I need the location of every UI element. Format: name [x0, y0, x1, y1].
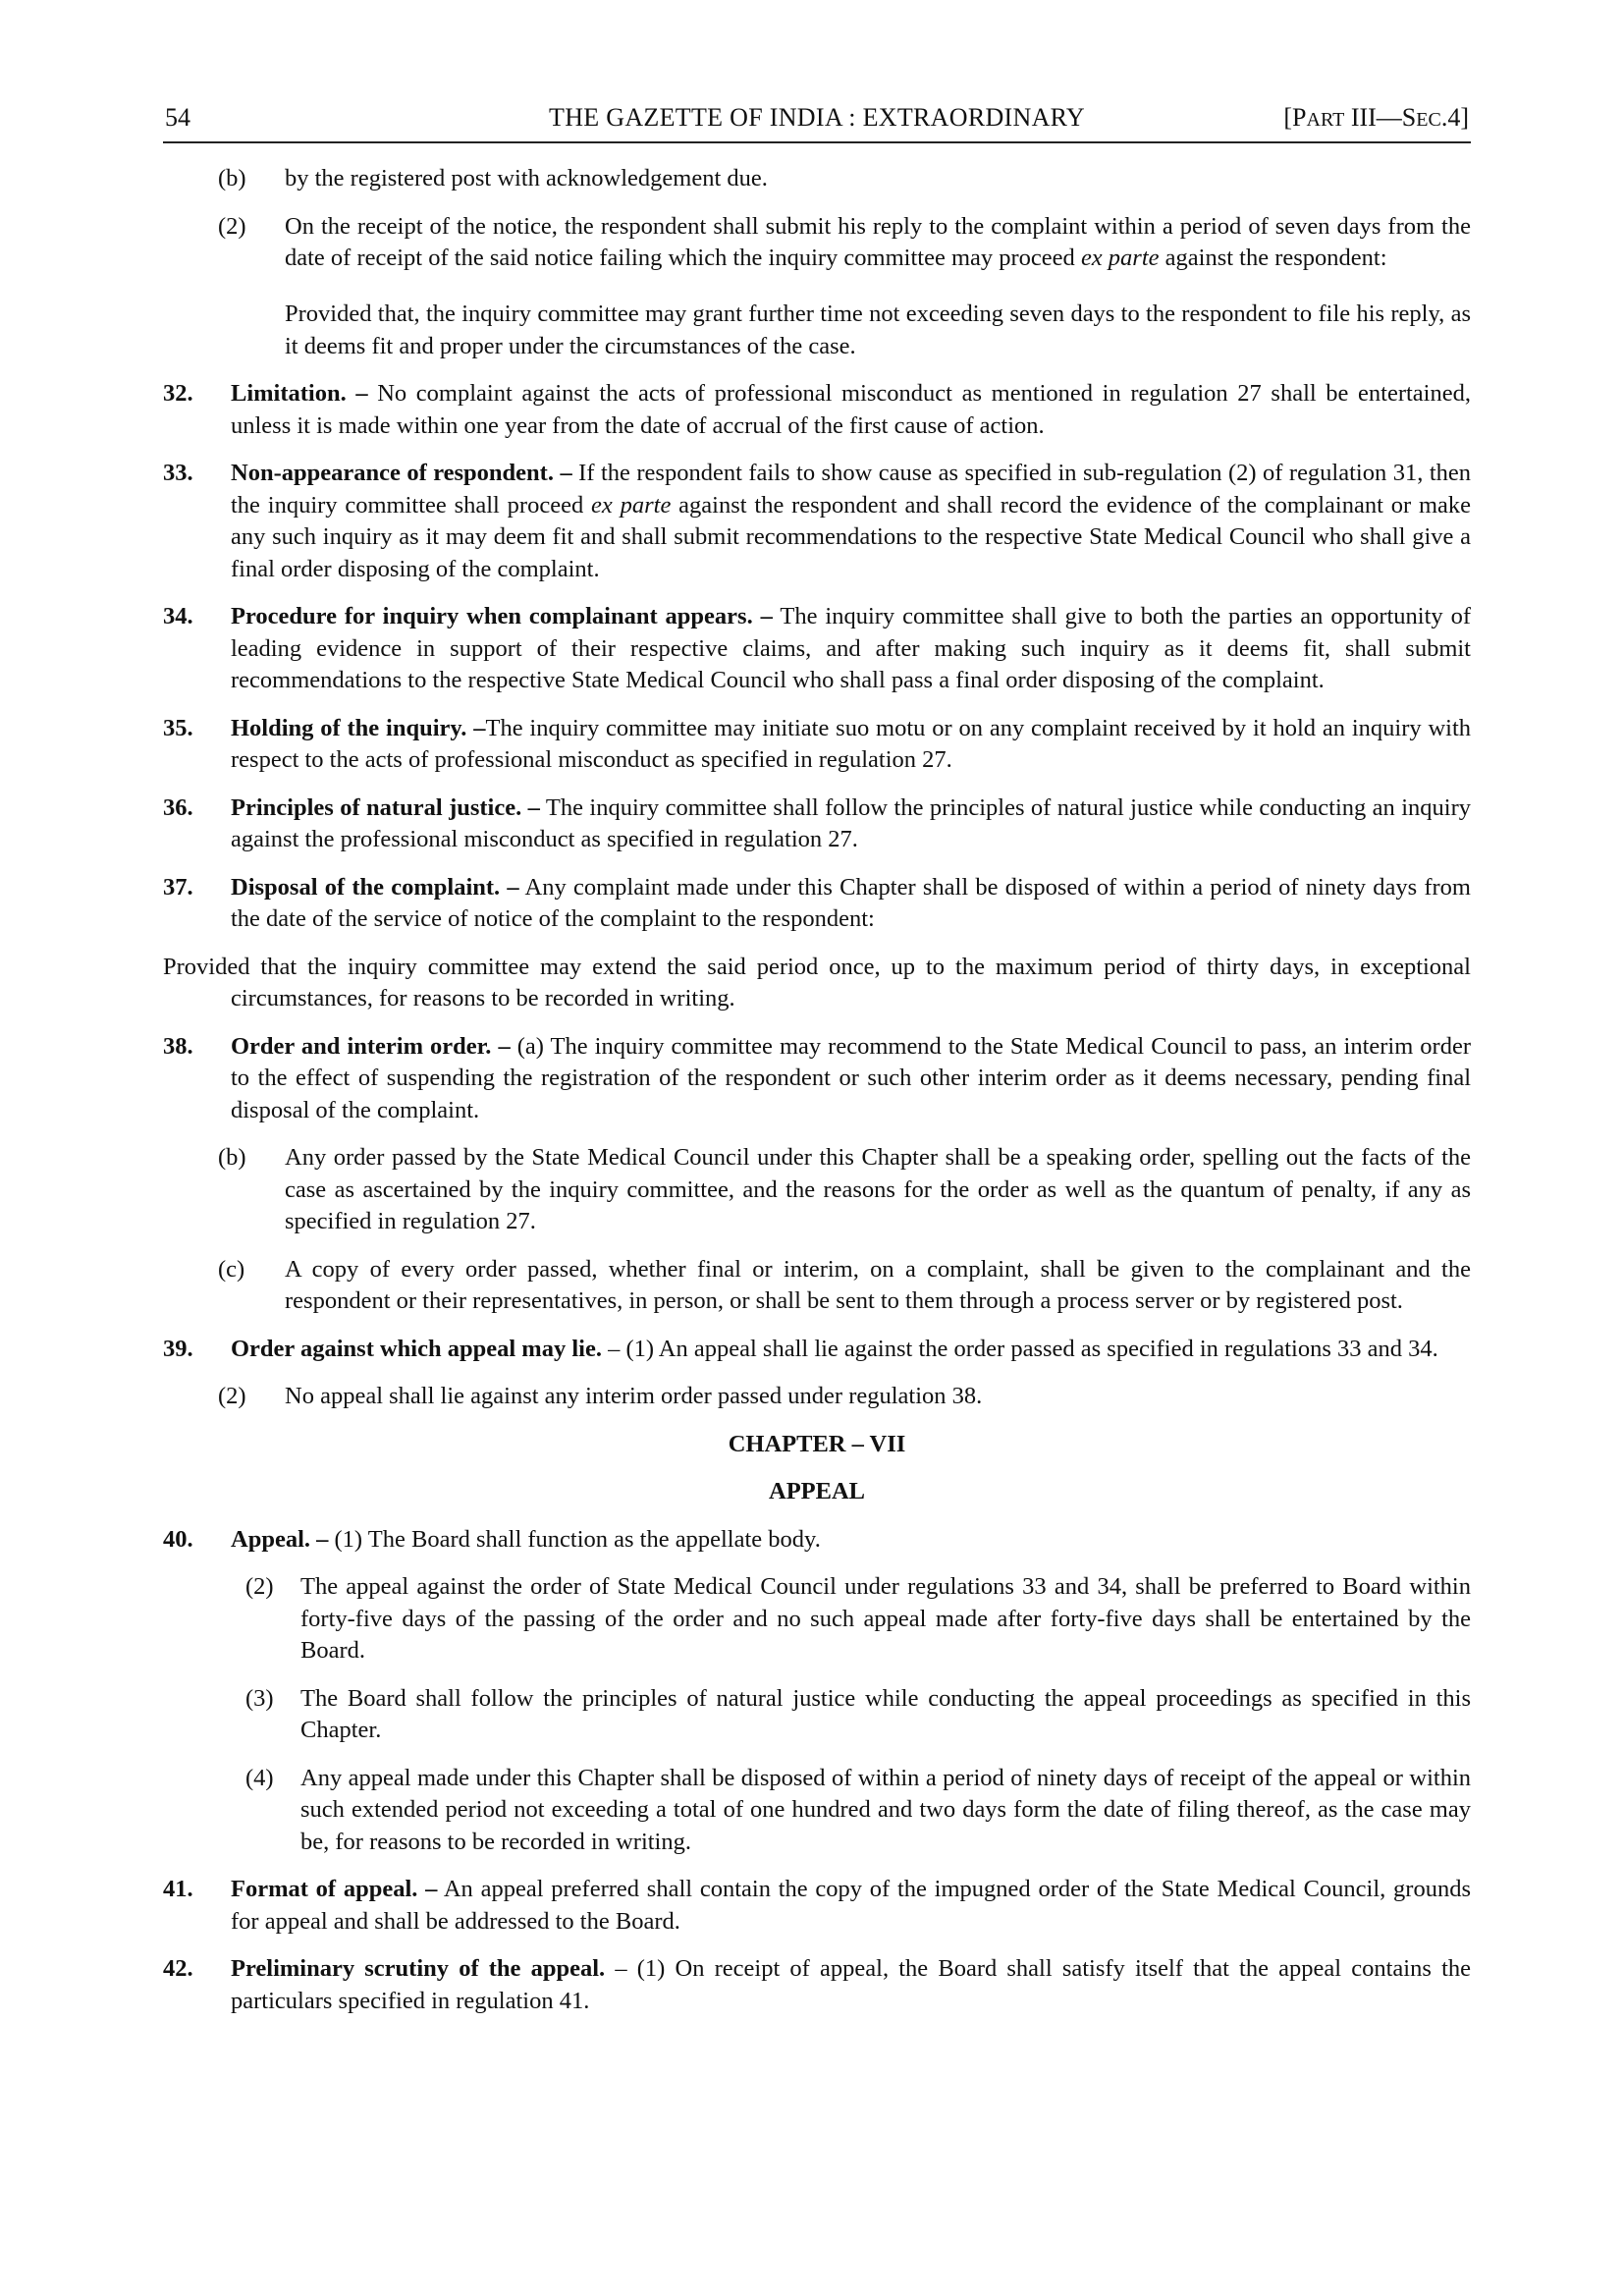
regulation-33: 33. Non-appearance of respondent. – If the respondent fails to show cause as specified in sub-regulation (2) of regulation 31, then the inquiry committee shall proceed ex parte against the respondent and shall record the evidence of the complainant or make any such inquiry as it may deem fit and shall submit recommendations to the respective State Medical Council who shall give a final order disposing of the complaint.: [163, 460, 1471, 582]
regulation-36: 36. Principles of natural justice. – The inquiry committee shall follow the principles of natural justice while conducting an inquiry against the professional misconduct as specified in regulation 27.: [163, 793, 1472, 852]
regulation-39: 39. Order against which appeal may lie. – (1) An appeal shall lie against the order passed as specified in regulations 33 and 34.: [163, 1335, 1438, 1362]
regulation-38-b: (b) Any order passed by the State Medical Council under this Chapter shall be a speaking order, spelling out the facts of the case as ascertained by the inquiry committee, and the reasons for the order as well as the quantum of penalty, if any as specified in regulation 27.: [218, 1144, 1471, 1234]
regulation-32: 32. Limitation. – No complaint against the acts of professional misconduct as mentioned in regulation 27 shall be entertained, unless it is made within one year from the date of accrual of the first cause of action.: [163, 380, 1471, 439]
regulation-40-2: (2) The appeal against the order of State Medical Council under regulations 33 and 34, shall be preferred to Board within forty-five days of the passing of the order and no such appeal made after forty-five days shall be entertained by the Board.: [245, 1573, 1471, 1664]
regulation-34: 34. Procedure for inquiry when complainant appears. – The inquiry committee shall give to both the parties an opportunity of leading evidence in support of their respective claims, and after making such inquiry as it deems fit, shall submit recommendations to the respective State Medical Council who shall pass a final order disposing of the complaint.: [163, 603, 1471, 693]
clause-2-reply: (2) On the receipt of the notice, the respondent shall submit his reply to the complaint within a period of seven days from the date of receipt of the said notice failing which the inquiry committee may proceed ex parte against the respondent:: [218, 212, 1471, 271]
gazette-title: THE GAZETTE OF INDIA : EXTRAORDINARY: [549, 103, 1085, 132]
proviso-further-time: Provided that, the inquiry committee may grant further time not exceeding seven days to the respondent to file his reply, as it deems fit and proper under the circumstances of the case.: [285, 301, 1471, 359]
proviso-37: Provided that the inquiry committee may extend the said period once, up to the maximum period of thirty days, in exceptional circumstances, for reasons to be recorded in writing.: [163, 953, 1471, 1011]
regulation-38: 38. Order and interim order. – (a) The inquiry committee may recommend to the State Medical Council to pass, an interim order to the effect of suspending the registration of the respondent or such other interim order as it deems necessary, pending final disposal of the complaint.: [163, 1032, 1472, 1123]
page-header: [163, 98, 1471, 143]
regulation-39-2: (2) No appeal shall lie against any interim order passed under regulation 38.: [218, 1383, 983, 1409]
regulation-40-3: (3) The Board shall follow the principles of natural justice while conducting the appeal proceedings as specified in this Chapter.: [245, 1684, 1471, 1743]
chapter-label: CHAPTER – VII: [728, 1430, 906, 1457]
document-body: [163, 163, 1471, 2033]
part-section-label: [PART III—SEC.4]: [1283, 103, 1469, 132]
regulation-37: 37. Disposal of the complaint. – Any complaint made under this Chapter shall be disposed of within a period of ninety days from the date of the service of notice of the complaint to the respondent:: [163, 873, 1471, 932]
clause-b-registered-post: (b) by the registered post with acknowledgement due.: [218, 165, 768, 191]
regulation-41: 41. Format of appeal. – An appeal preferred shall contain the copy of the impugned order of the State Medical Council, grounds for appeal and shall be addressed to the Board.: [163, 1876, 1471, 1935]
page-number: 54: [165, 103, 190, 132]
regulation-38-c: (c) A copy of every order passed, whether final or interim, on a complaint, shall be given to the complainant and the respondent or their representatives, in person, or shall be sent to them through a process server or by registered post.: [218, 1255, 1471, 1314]
regulation-42: 42. Preliminary scrutiny of the appeal. – (1) On receipt of appeal, the Board shall satisfy itself that the appeal contains the particulars specified in regulation 41.: [163, 1955, 1471, 2014]
regulation-40: 40. Appeal. – (1) The Board shall function as the appellate body.: [163, 1525, 821, 1553]
regulation-35: 35. Holding of the inquiry. –The inquiry committee may initiate suo motu or on any complaint received by it hold an inquiry with respect to the acts of professional misconduct as specified in regulation 27.: [163, 714, 1471, 773]
regulation-40-4: (4) Any appeal made under this Chapter shall be disposed of within a period of ninety days of receipt of the appeal or within such extended period not exceeding a total of one hundred and two days form the date of filing thereof, as the case may be, for reasons to be recorded in writing.: [245, 1764, 1471, 1855]
chapter-title: APPEAL: [769, 1478, 865, 1504]
